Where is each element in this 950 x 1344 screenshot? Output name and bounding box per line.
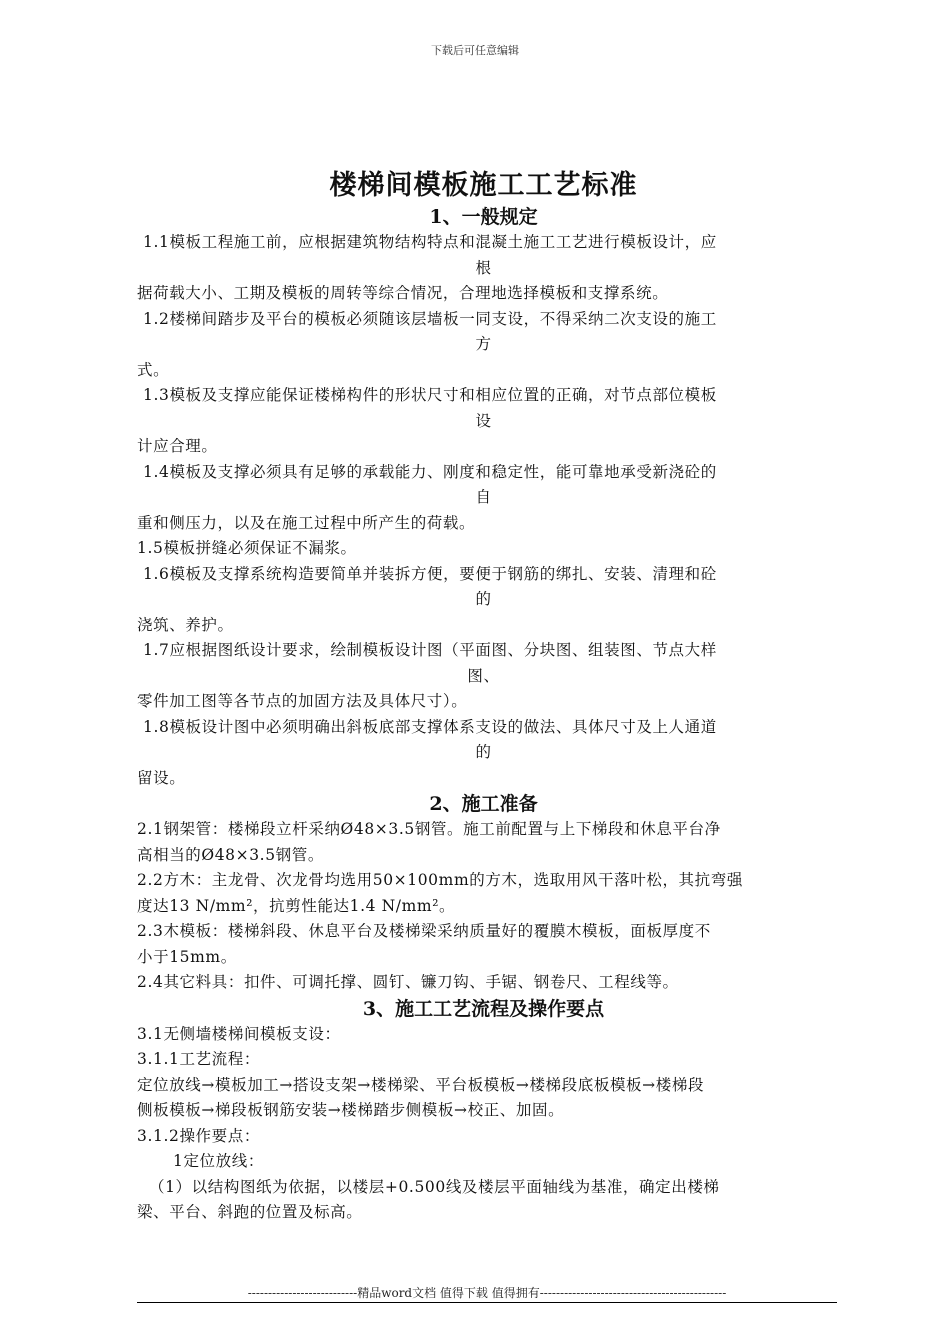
paragraph-line: 方	[475, 335, 492, 353]
paragraph-line: 1.3模板及支撑应能保证楼梯构件的形状尺寸和相应位置的正确，对节点部位模板	[143, 386, 717, 404]
paragraph-line: 计应合理。	[137, 437, 218, 455]
section-heading-3: 3、施工工艺流程及操作要点	[362, 997, 605, 1020]
paragraph-line: 1.6模板及支撑系统构造要简单并装拆方便，要便于钢筋的绑扎、安装、清理和砼	[143, 564, 717, 583]
paragraph-line: 度达13 N/mm²，抗剪性能达1.4 N/mm²。	[137, 896, 456, 915]
paragraph-line: 浇筑、养护。	[137, 615, 234, 634]
paragraph-line: 定位放线→模板加工→搭设支架→楼梯梁、平台板模板→楼梯段底板模板→楼梯段	[137, 1075, 705, 1094]
page-footer: ---------------------------精品word文档 值得下载 值得拥有----------------------------------------------	[247, 1286, 727, 1300]
document-body	[137, 168, 830, 1226]
paragraph-line: 3.1.2操作要点：	[137, 1126, 260, 1145]
paragraph-line: 留设。	[137, 768, 186, 787]
paragraph-line: 2.4其它料具：扣件、可调托撑、圆钉、镰刀钩、手锯、钢卷尺、工程线等。	[137, 973, 679, 991]
paragraph-line: （1）以结构图纸为依据，以楼层+0.500线及楼层平面轴线为基准，确定出楼梯	[149, 1177, 720, 1196]
paragraph-line: 1.5模板拼缝必须保证不漏浆。	[137, 539, 357, 557]
section-heading-2: 2、施工准备	[429, 793, 538, 815]
paragraph-line: 高相当的Ø48×3.5钢管。	[137, 845, 324, 864]
paragraph-line: 2.3木模板：楼梯斜段、休息平台及楼梯梁采纳质量好的覆膜木模板，面板厚度不	[137, 922, 711, 940]
paragraph-line: 的	[475, 590, 492, 608]
paragraph-line: 小于15mm。	[137, 947, 237, 966]
footer-divider	[137, 1302, 837, 1303]
paragraph-line: 自	[475, 488, 492, 506]
paragraph-line: 梁、平台、斜跑的位置及标高。	[137, 1203, 363, 1221]
paragraph-line: 3.1.1工艺流程：	[137, 1050, 260, 1068]
paragraph-line: 零件加工图等各节点的加固方法及具体尺寸）。	[137, 692, 468, 710]
paragraph-line: 1.4模板及支撑必须具有足够的承载能力、刚度和稳定性，能可靠地承受新浇砼的	[143, 462, 717, 481]
paragraph-line: 重和侧压力，以及在施工过程中所产生的荷载。	[137, 513, 476, 532]
page-header: 下载后可任意编辑	[431, 44, 519, 57]
paragraph-line: 2.1钢架管：楼梯段立杆采纳Ø48×3.5钢管。施工前配置与上下梯段和休息平台净	[137, 820, 721, 838]
paragraph-line: 1.2楼梯间踏步及平台的模板必须随该层墙板一同支设，不得采纳二次支设的施工	[143, 309, 717, 328]
paragraph-line: 1定位放线：	[173, 1152, 264, 1170]
paragraph-line: 1.8模板设计图中必须明确出斜板底部支撑体系支设的做法、具体尺寸及上人通道	[143, 717, 717, 736]
section-heading-1: 1、一般规定	[429, 206, 538, 228]
paragraph-line: 根	[475, 258, 492, 277]
document-title: 楼梯间模板施工工艺标准	[329, 170, 638, 201]
paragraph-line: 1.7应根据图纸设计要求，绘制模板设计图（平面图、分块图、组装图、节点大样	[143, 641, 717, 659]
paragraph-line: 设	[475, 411, 492, 430]
paragraph-line: 图、	[467, 666, 500, 685]
paragraph-line: 侧板模板→梯段板钢筋安装→楼梯踏步侧模板→校正、加固。	[137, 1101, 565, 1119]
paragraph-line: 3.1无侧墙楼梯间模板支设：	[137, 1024, 341, 1043]
paragraph-line: 2.2方木：主龙骨、次龙骨均选用50×100mm的方木，选取用风干落叶松，其抗弯强	[137, 871, 743, 889]
paragraph-line: 据荷载大小、工期及模板的周转等综合情况，合理地选择模板和支撑系统。	[137, 284, 669, 302]
paragraph-line: 的	[475, 743, 492, 761]
paragraph-line: 1.1模板工程施工前，应根据建筑物结构特点和混凝土施工工艺进行模板设计，应	[143, 233, 717, 251]
paragraph-line: 式。	[137, 360, 170, 379]
